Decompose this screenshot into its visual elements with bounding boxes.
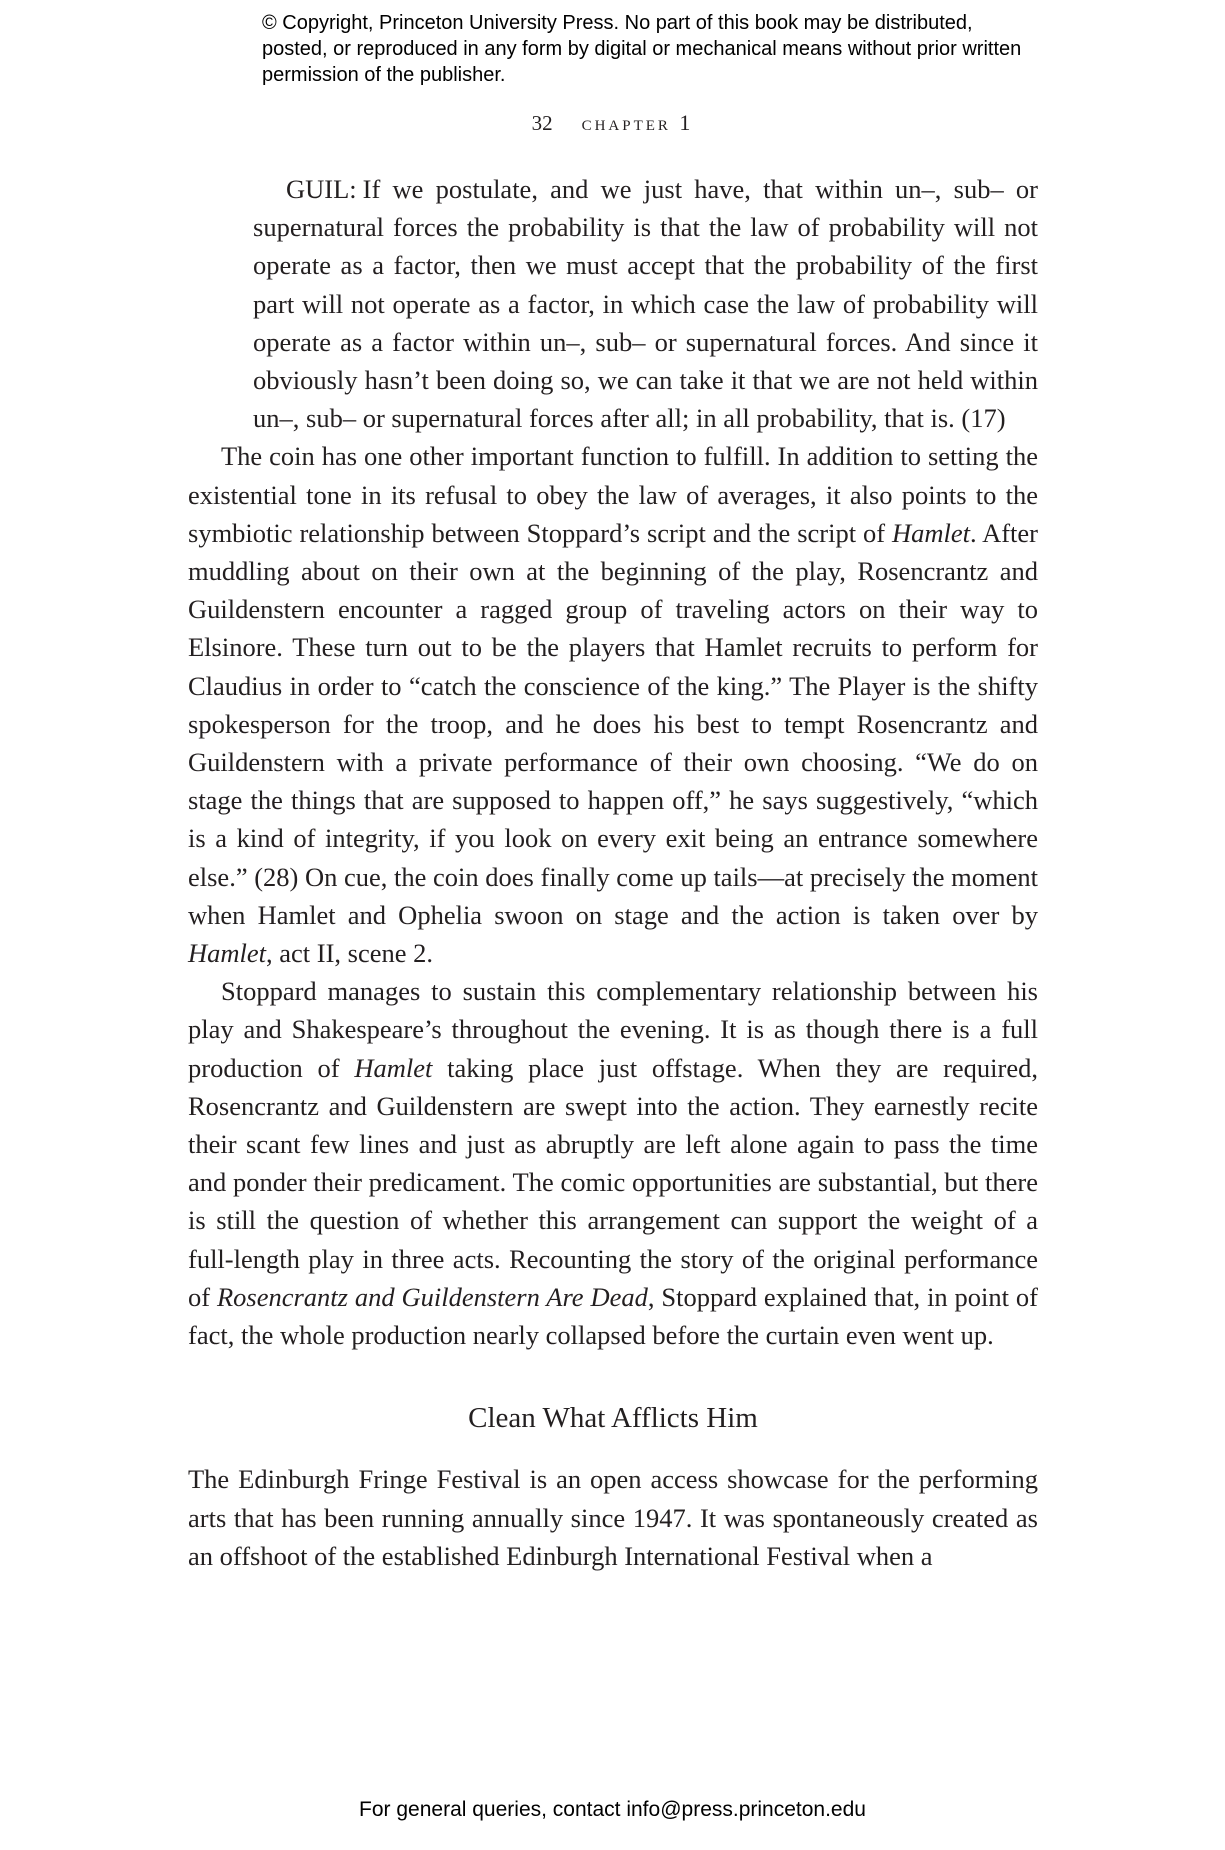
- text-run: , act II, scene 2.: [266, 938, 434, 969]
- chapter-label: chapter 1: [581, 110, 694, 135]
- quote-speaker: GUIL:: [286, 174, 357, 204]
- text-run: The coin has one other important function to fulfill. In addition to setting the existential tone in its refusal to obey the law of averages, it also points to the symbiotic relationship between Stoppard’s script and the script of: [188, 441, 1038, 548]
- paragraph-stoppard: [188, 972, 1038, 1354]
- block-quote: [188, 170, 1038, 437]
- paragraph-edinburgh: The Edinburgh Fringe Festival is an open access showcase for the performing arts that has been running annually since 1947. It was spontaneously created as an offshoot of the established Edinburgh International Festival when a: [188, 1464, 1038, 1571]
- text-run: , Stoppard explained that, in point of fact, the whole production nearly collapsed before the curtain even went up.: [188, 1281, 1038, 1351]
- italic-title: Hamlet: [892, 517, 971, 548]
- text-run: Stoppard manages to sustain this complementary relationship between his play and Shakespeare’s throughout the evening. It is as though there is a full production of: [188, 976, 1038, 1083]
- text-run: taking place just offstage. When they are required, Rosencrantz and Guildenstern are swept into the action. They earnestly recite their scant few lines and just as abruptly are left alone again to pass the time and ponder their predicament. The comic opportunities are substantial, but there is still the question of whether this arrangement can support the weight of a full-length play in three acts. Recounting the story of the original performance of: [188, 1052, 1038, 1312]
- italic-title: Hamlet: [354, 1052, 433, 1083]
- text-run: . After muddling about on their own at the beginning of the play, Rosencrantz and Guildenstern encounter a ragged group of traveling actors on their way to Elsinore. These turn out to be the players that Hamlet recruits to perform for Claudius in order to “catch the conscience of the king.” The Player is the shifty spokesperson for the troop, and he does his best to tempt Rosencrantz and Guildenstern with a private performance of their own choosing. “We do on stage the things that are supposed to happen off,” he says suggestively, “which is a kind of integrity, if you look on every exit being an entrance somewhere else.” (28) On cue, the coin does finally come up tails—at precisely the moment when Hamlet and Ophelia swoon on stage and the action is taken over by: [188, 517, 1039, 930]
- paragraph-coin: [188, 437, 1038, 972]
- running-head: [0, 110, 1225, 136]
- quote-text: If we postulate, and we just have, that within un–, sub– or supernatural forces the probability is that the law of probability will not operate as a factor, then we must accept that the probability of the first part will not operate as a factor, in which case the law of probability will operate as a factor within un–, sub– or supernatural forces. And since it obviously hasn’t been doing so, we can take it that we are not held within un–, sub– or supernatural forces after all; in all probability, that is. (17): [253, 174, 1038, 434]
- footer-contact: For general queries, contact info@press.princeton.edu: [359, 1798, 866, 1821]
- section-heading: Clean What Afflicts Him: [468, 1402, 758, 1435]
- page-number: 32: [531, 111, 553, 135]
- italic-title: Hamlet: [188, 938, 267, 969]
- italic-title: Rosencrantz and Guildenstern Are Dead: [216, 1281, 648, 1312]
- page-body: [188, 170, 1038, 1575]
- copyright-notice: © Copyright, Princeton University Press. No part of this book may be distributed, posted, or reproduced in any form by digital or mechanical means without prior written permission of the publisher.: [262, 12, 1022, 86]
